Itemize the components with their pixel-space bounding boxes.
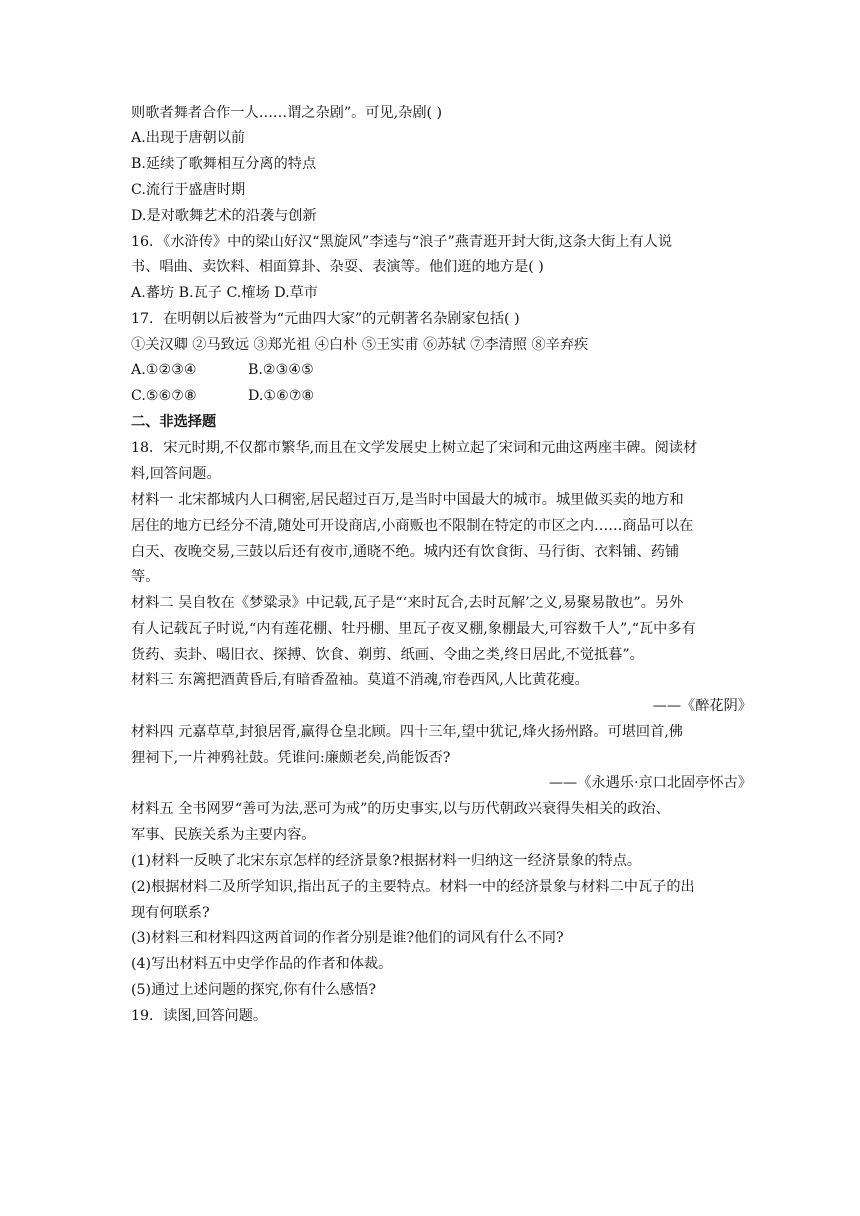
material-1-line4: 等。 <box>131 569 160 585</box>
material-2-line3: 货药、卖卦、喝旧衣、探搏、饮食、剃剪、纸画、令曲之类,终日居此,不觉抵暮”。 <box>131 647 644 663</box>
q17-option-c: C.⑤⑥⑦⑧ <box>131 388 197 404</box>
q17-stem: 17．在明朝以后被誉为“元曲四大家”的元朝著名杂剧家包括( ) <box>131 311 520 327</box>
material-1-line3: 白天、夜晚交易,三鼓以后还有夜市,通晓不绝。城内还有饮食街、马行街、衣料铺、药铺 <box>131 544 680 560</box>
material-5-line2: 军事、民族关系为主要内容。 <box>131 827 316 843</box>
q18-sub-2-line2: 现有何联系? <box>131 905 210 921</box>
material-1-line1: 材料一 北宋都城内人口稠密,居民超过百万,是当时中国最大的城市。城里做买卖的地方和 <box>131 492 684 508</box>
section-heading: 二、非选择题 <box>131 414 217 430</box>
q18-sub-3: (3)材料三和材料四这两首词的作者分别是谁?他们的词风有什么不同? <box>131 930 564 946</box>
material-4-line1: 材料四 元嘉草草,封狼居胥,赢得仓皇北顾。四十三年,望中犹记,烽火扬州路。可堪回首,佛 <box>131 724 683 740</box>
material-5-line1: 材料五 全书网罗“善可为法,恶可为戒”的历史事实,以与历代朝政兴衰得失相关的政治、 <box>131 801 670 817</box>
q18-sub-2-line1: (2)根据材料二及所学知识,指出瓦子的主要特点。材料一中的经济景象与材料二中瓦子的出 <box>131 879 695 895</box>
q19-stem: 19．读图,回答问题。 <box>131 1008 268 1024</box>
q17-candidates: ①关汉卿 ②马致远 ③郑光祖 ④白朴 ⑤王实甫 ⑥苏轼 ⑦李清照 ⑧辛弃疾 <box>131 337 589 353</box>
q18-sub-4: (4)写出材料五中史学作品的作者和体裁。 <box>131 956 393 972</box>
q15-option-c: C.流行于盛唐时期 <box>131 182 246 198</box>
q16-options: A.蕃坊 B.瓦子 C.榷场 D.草市 <box>131 285 318 301</box>
q17-options-row2 <box>131 386 731 406</box>
material-4-line2: 狸祠下,一片神鸦社鼓。凭谁问:廉颇老矣,尚能饭否? <box>131 750 451 766</box>
q17-option-d: D.①⑥⑦⑧ <box>248 388 315 404</box>
material-2-line2: 有人记载瓦子时说,“内有莲花棚、牡丹棚、里瓦子夜叉棚,象棚最大,可容数千人”,“瓦中多有 <box>131 621 696 637</box>
q17-option-b: B.②③④⑤ <box>248 362 314 378</box>
q18-sub-1: (1)材料一反映了北宋东京怎样的经济景象?根据材料一归纳这一经济景象的特点。 <box>131 853 642 869</box>
q18-stem-line2: 料,回答问题。 <box>131 466 221 482</box>
q17-options-row1 <box>131 360 731 380</box>
material-3: 材料三 东篱把酒黄昏后,有暗香盈袖。莫道不消魂,帘卷西风,人比黄花瘦。 <box>131 672 589 688</box>
material-3-source: ——《醉花阴》 <box>652 698 752 714</box>
q18-sub-5: (5)通过上述问题的探究,你有什么感悟? <box>131 982 377 998</box>
material-4-source: ——《永遇乐·京口北固亭怀古》 <box>548 775 752 791</box>
q15-option-d: D.是对歌舞艺术的沿袭与创新 <box>131 208 317 224</box>
q15-stem-continuation: 则歌者舞者合作一人……谓之杂剧”。可见,杂剧( ) <box>131 105 443 121</box>
q16-stem-line2: 书、唱曲、卖饮料、相面算卦、杂耍、表演等。他们逛的地方是( ) <box>131 259 544 275</box>
q17-option-a: A.①②③④ <box>131 362 197 378</box>
material-1-line2: 居住的地方已经分不清,随处可开设商店,小商贩也不限制在特定的市区之内……商品可以在 <box>131 518 694 534</box>
q15-option-a: A.出现于唐朝以前 <box>131 130 246 146</box>
q16-stem-line1: 16．《水浒传》中的梁山好汉“黑旋风”李逵与“浪子”燕青逛开封大街,这条大街上有人说 <box>131 234 673 250</box>
q15-option-b: B.延续了歌舞相互分离的特点 <box>131 156 317 172</box>
q18-stem-line1: 18．宋元时期,不仅都市繁华,而且在文学发展史上树立起了宋词和元曲这两座丰碑。阅读材 <box>131 440 698 456</box>
material-2-line1: 材料二 吴自牧在《梦粱录》中记载,瓦子是“‘来时瓦合,去时瓦解’之义,易聚易散也”。另外 <box>131 595 684 611</box>
